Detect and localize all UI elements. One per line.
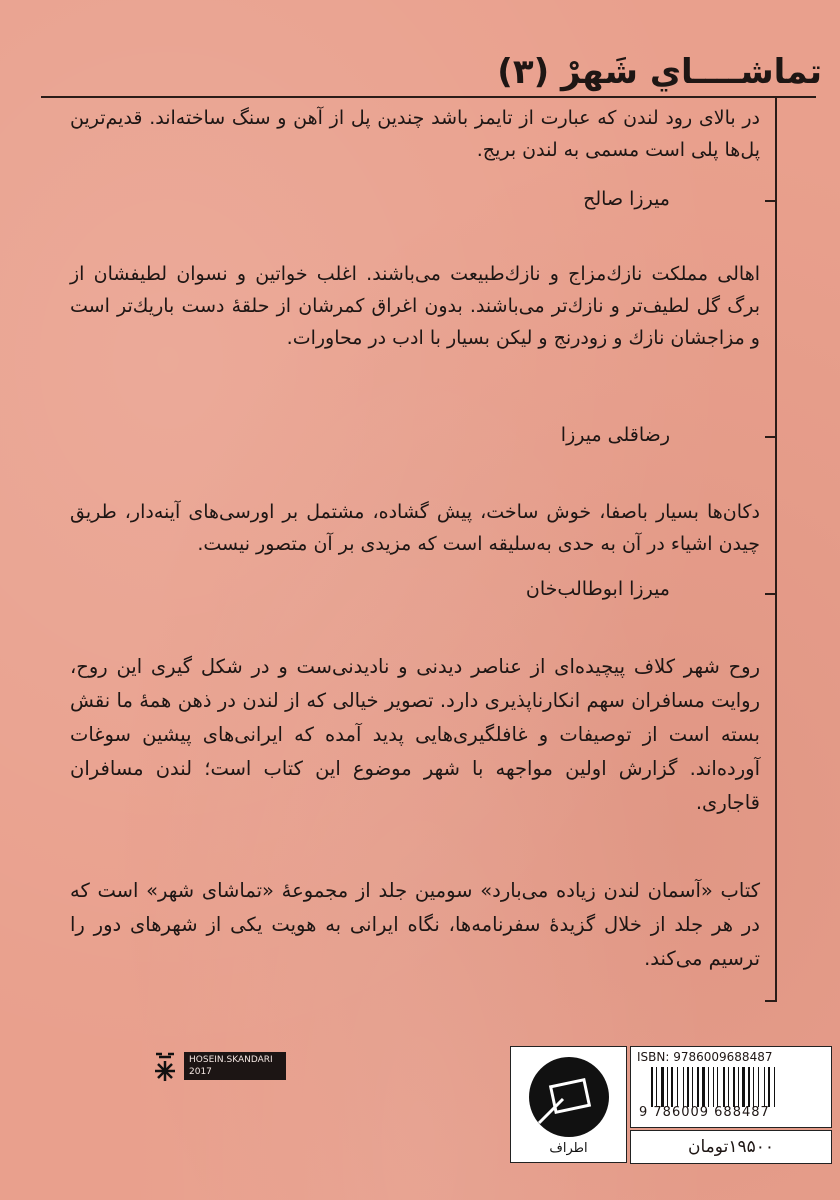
rule-tick (765, 593, 777, 595)
series-title: تماشــــاي شَهرْ (۳) (497, 52, 822, 92)
rule-tick (765, 1000, 777, 1002)
publisher-logo-icon (529, 1057, 609, 1137)
designer-name: HOSEIN.SKANDARI (189, 1055, 273, 1065)
isbn-label: ISBN: 9786009688487 (637, 1050, 773, 1064)
designer-logo-icon (150, 1052, 180, 1082)
publisher-name: اطراف (549, 1141, 588, 1156)
isbn-barcode-box (630, 1046, 832, 1128)
quote-text: اهالى مملكت نازك‌مزاج و نازك‌طبيعت مى‌باشند. اغلب خواتين و نسوان لطيفشان از برگ گل لطيف‌تر و نازك‌تر مى‌باشند. بدون اغراق كمرشان از حلقهٔ دست باريك‌تر است و مزاجشان نازك و زودرنج و ليكن بسيار با ادب در محاورات. (70, 263, 760, 349)
quote-text: در بالاى رود لندن كه عبارت از تايمز باشد چندين پل از آهن و سنگ ساخته‌اند. قديم‌ترين پل‌ها پلى است مسمى به لندن بريج. (70, 107, 760, 161)
quote-author: ميرزا صالح (583, 188, 670, 210)
rule-tick (765, 436, 777, 438)
description-paragraph: روح شهر كلاف پيچيده‌اى از عناصر ديدنى و ناديدنى‌ست و در شكل گيرى اين روح، روايت مسافران سهم انكارناپذيرى دارد. تصوير خيالى كه از لندن در ذهن همهٔ ما نقش بسته است از توصيفات و غافلگيرى‌هايى پديد آمده كه ايرانى‌هاى پيشين سوغات آورده‌اند. گزارش اولين مواجهه با شهر موضوع اين كتاب است؛ لندن مسافران قاجارى. (70, 655, 760, 814)
publisher-logo-box (510, 1046, 627, 1163)
barcode-digits: 9 786009 688487 (639, 1105, 770, 1120)
vertical-rule (775, 98, 777, 1002)
designer-year: 2017 (189, 1067, 212, 1077)
title-rule (41, 96, 816, 98)
rule-tick (765, 200, 777, 202)
quote-author: ميرزا ابوطالب‌خان (525, 578, 670, 600)
quote-text: دكان‌ها بسيار باصفا، خوش ساخت، پيش گشاده، مشتمل بر اورسى‌هاى آينه‌دار، طريق چيدن اشياء در آن به حدى به‌سليقه است كه مزيدى بر آن متصور نيست. (70, 501, 760, 555)
designer-tag (184, 1052, 286, 1080)
price-tag: ۱۹۵۰۰تومان (630, 1130, 832, 1164)
barcode-icon (649, 1067, 819, 1107)
quote-author: رضاقلى ميرزا (560, 424, 670, 446)
description-paragraph: كتاب «آسمان لندن زياده مى‌بارد» سومين جلد از مجموعهٔ «تماشاى شهر» است كه در هر جلد از خلال گزيدهٔ سفرنامه‌ها، نگاه ايرانى به هويت يكى از شهرهاى دور را ترسيم مى‌كند. (70, 879, 760, 970)
